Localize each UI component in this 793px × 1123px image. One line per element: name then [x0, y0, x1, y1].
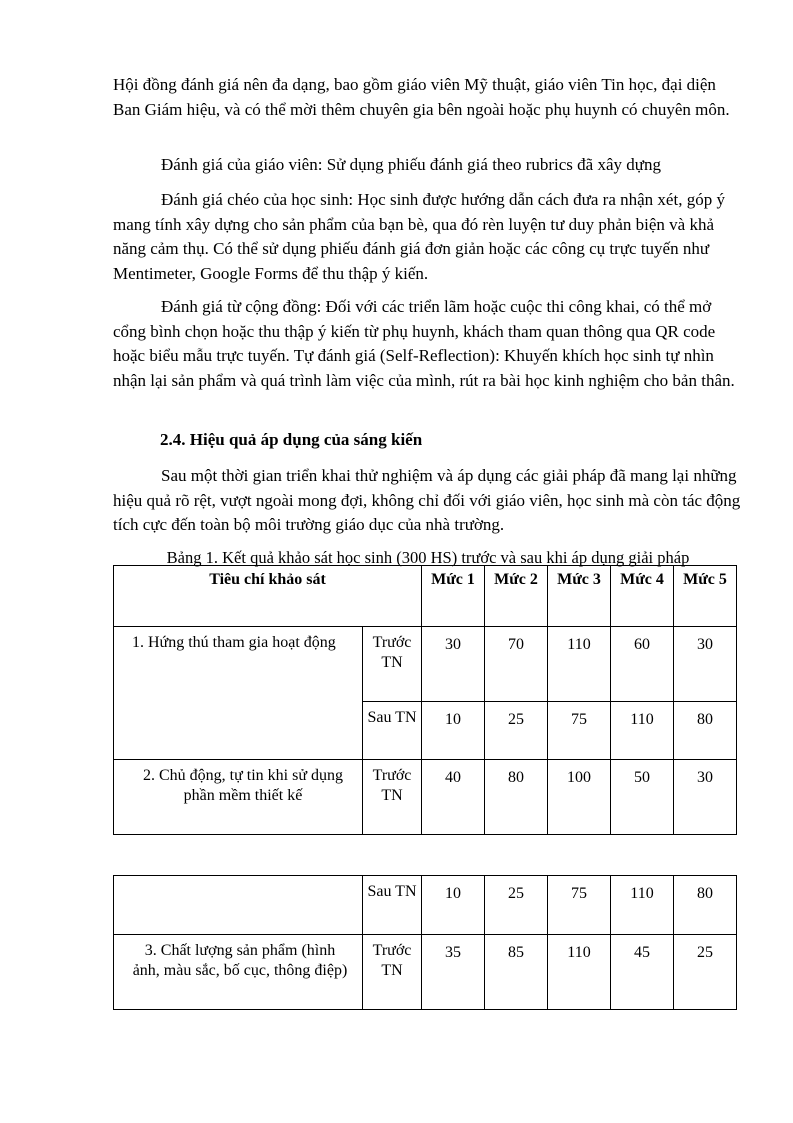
survey-table-continued — [113, 875, 737, 1010]
value-cell: 110 — [548, 935, 611, 1010]
header-level-4: Mức 4 — [611, 566, 674, 627]
header-level-5: Mức 5 — [674, 566, 737, 627]
value-cell: 75 — [548, 876, 611, 935]
table-row — [114, 627, 737, 702]
value-cell: 60 — [611, 627, 674, 702]
value-cell: 25 — [674, 935, 737, 1010]
value-cell: 110 — [548, 627, 611, 702]
value-cell: 30 — [674, 760, 737, 835]
value-cell: 100 — [548, 760, 611, 835]
phase-cell: Trước TN — [363, 935, 422, 1010]
value-cell: 80 — [674, 702, 737, 760]
table-caption: Bảng 1. Kết quả khảo sát học sinh (300 HS) trước và sau khi áp dụng giải pháp — [166, 548, 690, 567]
value-cell: 70 — [485, 627, 548, 702]
value-cell: 75 — [548, 702, 611, 760]
value-cell: 35 — [422, 935, 485, 1010]
phase-cell: Sau TN — [363, 702, 422, 760]
paragraph-community-eval: Đánh giá từ cộng đồng: Đối với các triển lãm hoặc cuộc thi công khai, có thể mở cổng bình chọn hoặc thu thập ý kiến từ phụ huynh, khách tham quan thông qua QR code hoặc biểu mẫu trực tuyến. Tự đánh giá (Self-Reflection): Khuyến khích học sinh tự nhìn nhận lại sản phẩm và quá trình làm việc của mình, rút ra bài học kinh nghiệm cho bản thân. — [113, 297, 735, 390]
phase-cell: Sau TN — [363, 876, 422, 935]
criteria-cell: 1. Hứng thú tham gia hoạt động — [114, 627, 363, 760]
value-cell: 110 — [611, 876, 674, 935]
paragraph-council: Hội đồng đánh giá nên đa dạng, bao gồm giáo viên Mỹ thuật, giáo viên Tin học, đại diện Ban Giám hiệu, và có thể mời thêm chuyên gia bên ngoài hoặc phụ huynh có chuyên môn. — [113, 75, 730, 119]
paragraph-effectiveness: Sau một thời gian triển khai thử nghiệm và áp dụng các giải pháp đã mang lại những hiệu quả rõ rệt, vượt ngoài mong đợi, không chỉ đối với giáo viên, học sinh mà còn tác động tích cực đến toàn bộ môi trường giáo dục của nhà trường. — [113, 466, 741, 534]
criteria-cell — [114, 876, 363, 935]
phase-cell: Trước TN — [363, 627, 422, 702]
value-cell: 80 — [485, 760, 548, 835]
section-heading: 2.4. Hiệu quả áp dụng của sáng kiến — [160, 430, 423, 449]
value-cell: 10 — [422, 702, 485, 760]
header-level-3: Mức 3 — [548, 566, 611, 627]
value-cell: 10 — [422, 876, 485, 935]
value-cell: 25 — [485, 876, 548, 935]
value-cell: 85 — [485, 935, 548, 1010]
paragraph-teacher-eval: Đánh giá của giáo viên: Sử dụng phiếu đánh giá theo rubrics đã xây dựng — [161, 155, 661, 174]
table-row — [114, 935, 737, 1010]
criteria-cell: 3. Chất lượng sản phẩm (hình ảnh, màu sắc, bố cục, thông điệp) — [114, 935, 363, 1010]
value-cell: 80 — [674, 876, 737, 935]
phase-cell: Trước TN — [363, 760, 422, 835]
value-cell: 30 — [674, 627, 737, 702]
table-row — [114, 760, 737, 835]
table-header-row — [114, 566, 737, 627]
criteria-cell: 2. Chủ động, tự tin khi sử dụng phần mềm thiết kế — [114, 760, 363, 835]
header-level-1: Mức 1 — [422, 566, 485, 627]
value-cell: 30 — [422, 627, 485, 702]
paragraph-peer-eval: Đánh giá chéo của học sinh: Học sinh được hướng dẫn cách đưa ra nhận xét, góp ý mang tính xây dựng cho sản phẩm của bạn bè, qua đó rèn luyện tư duy phản biện và khả năng cảm thụ. Có thể sử dụng phiếu đánh giá đơn giản hoặc các công cụ trực tuyến như Mentimeter, Google Forms để thu thập ý kiến. — [113, 190, 725, 283]
value-cell: 50 — [611, 760, 674, 835]
header-level-2: Mức 2 — [485, 566, 548, 627]
survey-table — [113, 565, 737, 835]
value-cell: 25 — [485, 702, 548, 760]
value-cell: 40 — [422, 760, 485, 835]
value-cell: 110 — [611, 702, 674, 760]
value-cell: 45 — [611, 935, 674, 1010]
header-criteria: Tiêu chí khảo sát — [114, 566, 422, 627]
table-row — [114, 876, 737, 935]
